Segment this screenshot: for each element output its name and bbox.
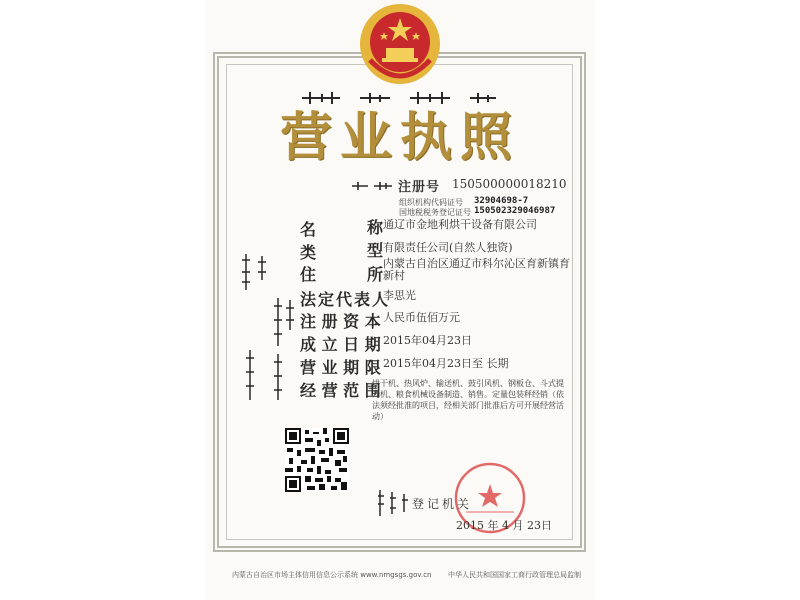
established-value: 2015年04月23日 [383,334,472,347]
tax-code-label: 国地税税务登记证号 [399,208,471,217]
mongolian-field-labels-script [238,250,298,410]
mongolian-authority-script [376,488,410,518]
name-label-right: 称 [367,218,384,237]
capital-value: 人民币伍佰万元 [383,311,460,324]
company-type-value: 有限责任公司(自然人独资) [383,241,513,254]
capital-label: 注 册 资 本 [300,312,381,331]
scope-value: 烘干机、热风炉、输送机、鼓引风机、钢板仓、斗式提升机、粮食机械设备制造、销售。定量包装秤经销（依法须经批准的项目，经相关部门批准后方可开展经营活动） [372,379,564,421]
term-value: 2015年04月23日至 长期 [383,357,509,370]
legal-rep-label: 法定代表人 [300,290,391,309]
name-label-left: 名 [300,220,317,239]
registration-authority-label: 登记机关 [412,497,473,511]
footer-credit-system: 内蒙古自治区市场主体信用信息公示系统 www.nmgsgs.gov.cn [232,571,432,579]
qr-code-icon [285,428,349,492]
org-code-label: 组织机构代码证号 [399,198,463,207]
legal-rep-value: 李思光 [383,289,416,302]
scope-label: 经 营 范 围 [300,381,381,400]
address-label-right: 所 [367,265,384,284]
term-label: 营 业 期 限 [300,358,381,377]
tax-code-value: 150502329046987 [474,206,556,216]
national-emblem-icon [356,0,444,88]
registration-number-value: 150500000018210 [452,177,567,191]
address-value: 内蒙古自治区通辽市科尔沁区育新镇育新村 [383,257,570,282]
company-name-value: 通辽市金地利烘干设备有限公司 [383,218,537,231]
established-label: 成 立 日 期 [300,335,381,354]
registration-date: 2015 年 4 月 23日 [456,519,552,532]
footer-issuer: 中华人民共和国国家工商行政管理总局监制 [448,571,581,579]
org-code-value: 32904698-7 [474,196,529,206]
type-label-left: 类 [300,243,317,262]
type-label-right: 型 [367,241,384,260]
address-label-left: 住 [300,265,317,284]
mongolian-reg-label-script [350,180,394,192]
mongolian-title-script [300,90,500,106]
certificate-title: 营业执照 [279,107,520,168]
registration-number-label: 注册号 [398,180,441,195]
